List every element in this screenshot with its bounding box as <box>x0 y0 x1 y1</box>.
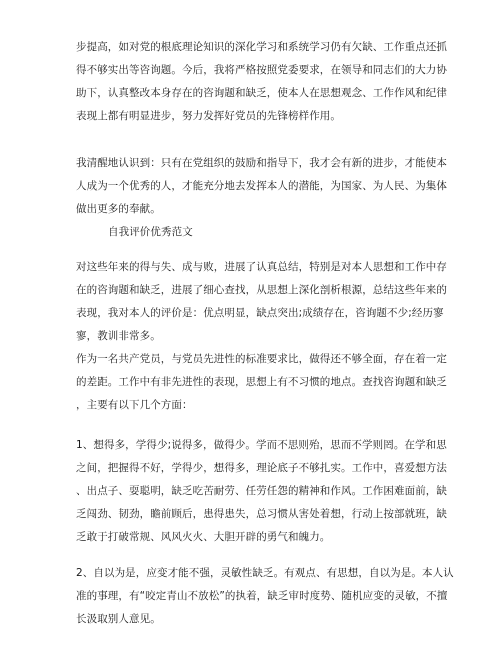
body-text-line: 准的事理，有“咬定青山不放松”的执着，缺乏审时度势、随机应变的灵敏，不擅 <box>76 590 448 602</box>
body-text-line: 1、想得多，学得少;说得多，做得少。学而不思则殆，思而不学则罔。在学和思 <box>76 439 447 451</box>
body-text-line: 乏敢于打破常规、风风火火、大胆开辟的勇气和魄力。 <box>76 531 331 543</box>
body-text-line: 2、自以为是，应变才能不强，灵敏性缺乏。有观点、有思想，自以为是。本人认 <box>76 567 454 579</box>
section-heading: 自我评价优秀范文 <box>108 226 193 238</box>
body-text-line: 得不够实出等咨询题。今后，我将严格按照党委要求，在领导和同志们的大力协 <box>76 64 447 76</box>
body-text-line: 对这些年来的得与失、成与败，进展了认真总结，特别是对本人思想和工作中存 <box>76 261 447 273</box>
body-text-line: ，主要有以下几个方面： <box>76 399 193 411</box>
body-text-line: 助下，认真整改本身存在的咨询题和缺乏，使本人在思想观念、工作作风和纪律 <box>76 87 447 99</box>
body-text-line: 的差距。工作中有非先进性的表现，思想上有不习惯的地点。查找咨询题和缺乏 <box>76 376 447 388</box>
body-text-line: 表现上都有明显进步，努力发挥好党员的先锋榜样作用。 <box>76 110 341 122</box>
body-text-line: 、出点子、耍聪明，缺乏吃苦耐劳、任劳任怨的精神和作风。工作困难面前，缺 <box>76 485 447 497</box>
body-text-line: 乏闯劲、韧劲，瞻前顾后，患得患失，总习惯从害处着想，行动上按部就班，缺 <box>76 508 447 520</box>
body-text-line: 步提高，如对党的根底理论知识的深化学习和系统学习仍有欠缺、工作重点还抓 <box>76 41 447 53</box>
body-text-line: 我清醒地认识到：只有在党组织的鼓励和指导下，我才会有新的进步，才能使本 <box>76 157 447 169</box>
body-text-line: 表现，我对本人的评价是：优点明显，缺点突出;成绩存在，咨询题不少;经历寥 <box>76 307 444 319</box>
body-text-line: 人成为一个优秀的人，才能充分地去发挥本人的潜能，为国家、为人民、为集体 <box>76 180 447 192</box>
body-text-line: 寥，教训非常多。 <box>76 330 161 342</box>
body-text-line: 作为一名共产党员，与党员先进性的标准要求比，做得还不够全面，存在着一定 <box>76 353 447 365</box>
body-text-line: 长汲取别人意见。 <box>76 613 161 625</box>
body-text-line: 在的咨询题和缺乏，进展了细心查找，从思想上深化剖析根源，总结这些年来的 <box>76 284 447 296</box>
body-text-line: 之间，把握得不好，学得少，想得多，理论底子不够扎实。工作中，喜爱想方法 <box>76 462 447 474</box>
body-text-line: 做出更多的奉献。 <box>76 203 161 215</box>
